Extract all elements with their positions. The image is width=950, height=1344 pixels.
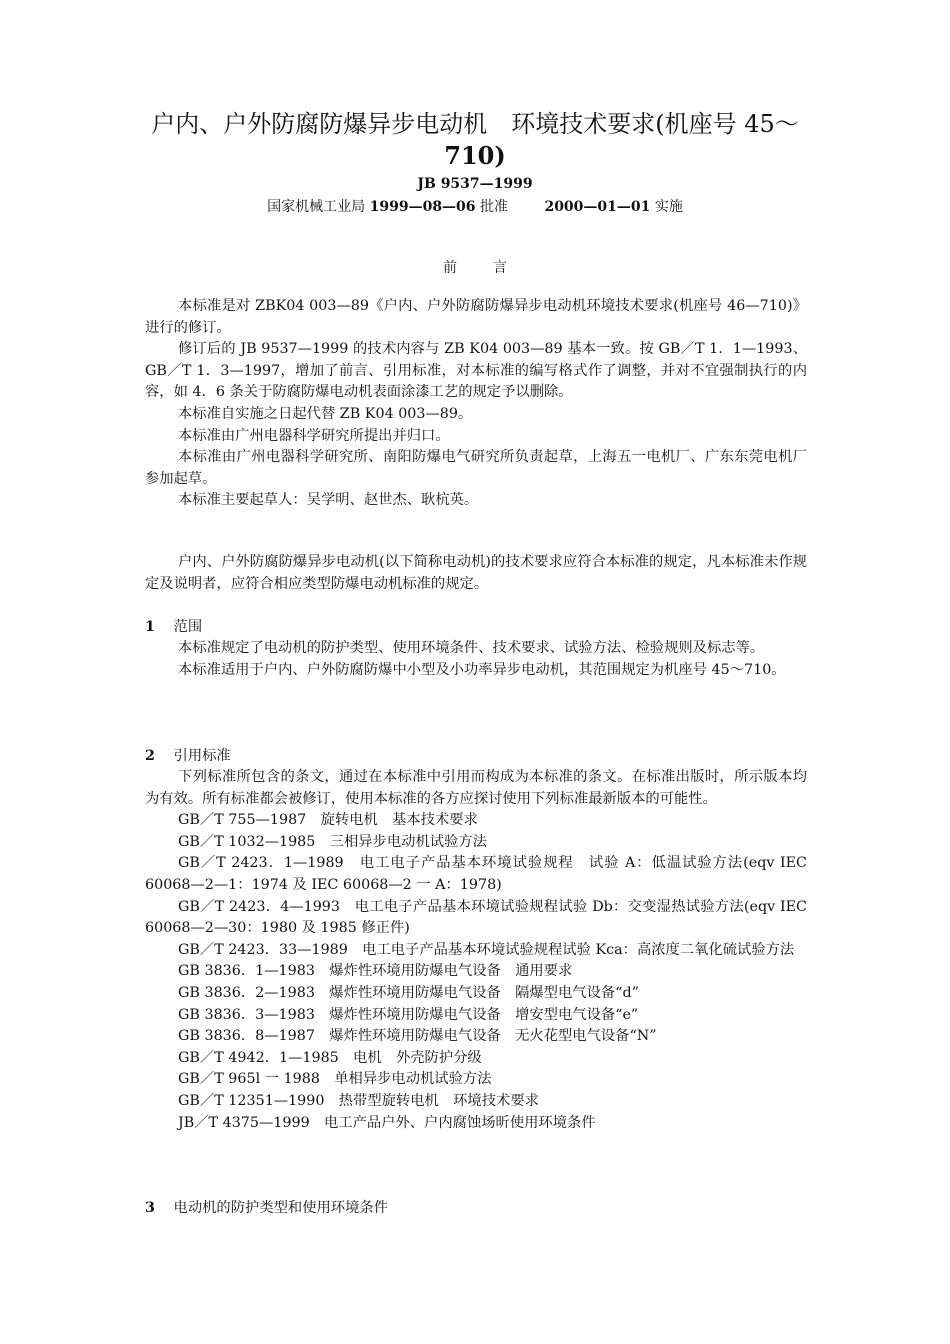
document-title [140, 108, 810, 172]
title-line-2: 710) [444, 141, 506, 170]
reference-item: GB／T 755—1987 旋转电机 基本技术要求 [178, 812, 478, 829]
reference-item: JB／T 4375—1999 电工产品户外、户内腐蚀场昕使用环境条件 [178, 1114, 596, 1131]
section-title: 范围 [173, 619, 203, 635]
section-2-body [145, 767, 807, 1134]
reference-item: GB／T 965l 一 1988 单相异步电动机试验方法 [178, 1071, 492, 1088]
reference-item: GB／T 2423．1—1989 电工电子产品基本环境试验规程 试验 A：低温试验方法(eqv IEC 60068—2—1：1974 及 IEC 60068—2 一 A：1978) [145, 855, 807, 893]
section-paragraph: 下列标准所包含的条文，通过在本标准中引用而构成为本标准的条文。在标准出版时，所示版本均为有效。所有标准都会被修订，使用本标准的各方应探讨使用下列标准最新版本的可能性。 [145, 769, 807, 807]
section-title: 电动机的防护类型和使用环境条件 [173, 1200, 388, 1216]
section-1-heading [145, 617, 202, 639]
foreword-paragraph: 本标准自实施之日起代替 ZB K04 003—89。 [178, 405, 473, 422]
section-title: 引用标准 [173, 748, 231, 764]
foreword-paragraph: 本标准由广州电器科学研究所提出并归口。 [178, 427, 450, 444]
standard-code: JB 9537—1999 [417, 176, 533, 192]
foreword-body [145, 296, 807, 512]
issuer: 国家机械工业局 [267, 199, 366, 215]
intro-paragraph: 户内、户外防腐防爆异步电动机(以下简称电动机)的技术要求应符合本标准的规定，凡本标准未作规定及说明者，应符合相应类型防爆电动机标准的规定。 [145, 554, 807, 592]
reference-item: GB 3836．1—1983 爆炸性环境用防爆电气设备 通用要求 [178, 963, 573, 980]
reference-item: GB／T 2423．33—1989 电工电子产品基本环境试验规程试验 Kca：高浓度二氧化硫试验方法 [178, 941, 795, 958]
section-1-body [145, 638, 807, 681]
reference-item: GB／T 4942．1—1985 电机 外壳防护分级 [178, 1049, 482, 1066]
section-2-heading [145, 746, 231, 768]
section-paragraph: 本标准规定了电动机的防护类型、使用环境条件、技术要求、试验方法、检验规则及标志等。 [178, 640, 765, 656]
approve-date: 1999—08—06 [369, 199, 476, 215]
foreword-paragraph: 本标准是对 ZBK04 003—89《户内、户外防腐防爆异步电动机环境技术要求(机座号 46—710)》进行的修订。 [145, 298, 807, 336]
section-number: 3 [145, 1200, 155, 1216]
foreword-paragraph: 修订后的 JB 9537—1999 的技术内容与 ZB K04 003—89 基本一致。按 GB／T 1．1—1993、GB／T 1．3—1997，增加了前言、引用标准，对本标准的编写格式作了调整，并对不宜强制执行的内容，如 4．6 条关于防腐防爆电动机表面涂漆工艺的规定予以删除。 [145, 341, 807, 401]
reference-item: GB 3836．2—1983 爆炸性环境用防爆电气设备 隔爆型电气设备“d” [178, 984, 639, 1001]
foreword-paragraph: 本标准由广州电器科学研究所、南阳防爆电气研究所负责起草，上海五一电机厂、广东东莞电机厂参加起草。 [145, 449, 807, 487]
title-line-1: 户内、户外防腐防爆异步电动机 环境技术要求(机座号 45～ [151, 110, 799, 138]
reference-item: GB／T 2423．4—1993 电工电子产品基本环境试验规程试验 Db：交变湿热试验方法(eqv IEC 60068—2—30：1980 及 1985 修正件) [145, 898, 807, 937]
implementation-label: 实施 [654, 199, 683, 215]
section-paragraph: 本标准适用于户内、户外防腐防爆中小型及小功率异步电动机，其范围规定为机座号 45～710。 [178, 661, 786, 678]
approve-label: 批准 [480, 199, 508, 215]
implementation-date: 2000—01—01 [544, 199, 651, 215]
section-number: 2 [145, 748, 155, 764]
reference-item: GB 3836．3—1983 爆炸性环境用防爆电气设备 增安型电气设备“e” [178, 1006, 639, 1023]
foreword-paragraph: 本标准主要起草人：吴学明、赵世杰、耿杭英。 [178, 492, 479, 509]
foreword-heading: 前言 [443, 260, 543, 276]
approval-line [0, 197, 950, 217]
reference-item: GB／T 12351—1990 热带型旋转电机 环境技术要求 [178, 1092, 539, 1109]
intro-block [145, 552, 807, 595]
section-3-heading [145, 1198, 388, 1220]
reference-item: GB／T 1032—1985 三相异步电动机试验方法 [178, 833, 487, 850]
section-number: 1 [145, 619, 155, 635]
reference-item: GB 3836．8—1987 爆炸性环境用防爆电气设备 无火花型电气设备“N” [178, 1028, 657, 1045]
